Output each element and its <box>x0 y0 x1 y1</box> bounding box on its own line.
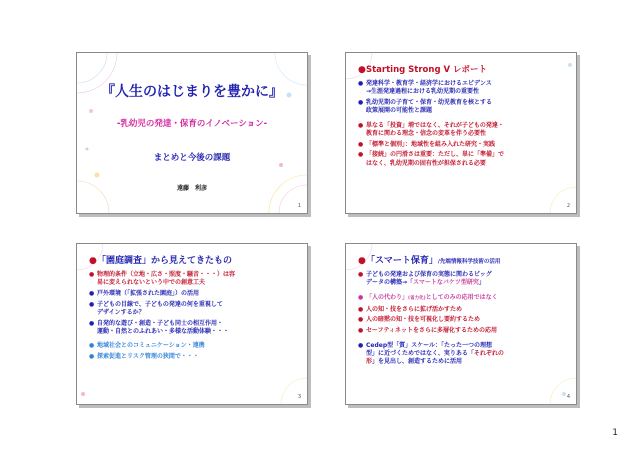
bullet-icon: ● <box>358 271 364 278</box>
list-item: ● セーフティネットをさらに多層化するための応用 <box>358 327 497 335</box>
heading-text: Starting Strong Ⅴ レポート <box>366 65 488 75</box>
heading-text: 「園庭調査」から見えてきたもの <box>97 256 233 266</box>
slide-number: 1 <box>297 203 301 209</box>
heading-text: 「スマート保育」 <box>366 256 438 266</box>
bullet-icon: ● <box>358 293 364 301</box>
list-item: ● 地域社会とのコミュニケーション・連携 <box>89 342 205 350</box>
slide-4-thumbnail <box>345 243 577 405</box>
list-item: ● 自発的な遊び・創造・子ども同士の相互作用・ 運動・自然とのふれあい・多様な活動体験・・・ <box>89 319 230 335</box>
slide-3-thumbnail <box>76 243 308 405</box>
list-item: ● 「標準と個別」：地域性を組み入れた研究・実践 <box>358 140 496 148</box>
list-item: ● 発達科学・教育学・経済学におけるエビデンス →生涯発達過程における乳幼児期の重要性 <box>358 80 492 96</box>
list-item: ● 物理的条件（立地・広さ・照度・騒音・・・）は容 易に変えられないという中での創意工夫 <box>89 271 236 287</box>
slide-number: 4 <box>566 394 570 400</box>
slide-heading <box>358 65 566 76</box>
page-number: 1 <box>612 428 618 438</box>
bullet-icon: ● <box>358 256 366 266</box>
slide-heading <box>89 256 297 267</box>
list-item: ● 人の暗黙の知・技を可視化し要約するため <box>358 316 481 324</box>
bullet-icon: ● <box>89 256 97 266</box>
list-item: ● 子どもの発達および保育の実態に関わるビッグ データの構築→「スマートなバケツ型研究」 <box>358 271 492 287</box>
slide-number: 2 <box>566 203 570 209</box>
bullet-icon: ● <box>358 121 364 129</box>
bullet-icon: ● <box>89 319 95 327</box>
bullet-icon: ● <box>358 151 364 159</box>
heading-subtext: /先端情報科学技術の活用 <box>437 259 501 265</box>
list-item: ● Cedep型「質」スケール：「たった一つの理想 型」に近づくためではなく、実りある「それぞれの 形」を見出し、創造するために活用 <box>358 341 504 366</box>
bullet-icon: ● <box>358 80 364 87</box>
bullet-icon: ● <box>89 289 95 297</box>
presentation-subtitle: -乳幼児の発達・保育のイノベーション- <box>116 119 268 129</box>
bullet-icon: ● <box>358 316 364 324</box>
bullet-icon: ● <box>358 327 364 335</box>
bullet-icon: ● <box>358 65 366 75</box>
list-item: ● 人の知・技をさらに拡げ活かすため <box>358 305 463 313</box>
list-item: ● 戸外環境（「拡張された園庭」）の活用 <box>89 289 200 297</box>
bullet-icon: ● <box>89 353 95 361</box>
bullet-icon: ● <box>89 300 95 308</box>
bullet-icon: ● <box>358 305 364 313</box>
summary-heading: まとめと今後の課題 <box>153 153 231 163</box>
bullet-icon: ● <box>89 271 95 278</box>
author-name: 遠藤 利彦 <box>176 185 207 192</box>
bullet-icon: ● <box>358 98 364 106</box>
list-item: ● 乳幼児期の子育て・保育・幼児教育を核とする 政策展開の可能性と課題 <box>358 98 493 115</box>
slide-number: 3 <box>297 394 301 400</box>
presentation-title: 『人生のはじまりを豊かに』 <box>101 84 283 100</box>
slide-heading <box>358 256 566 267</box>
bullet-icon: ● <box>358 140 364 148</box>
list-item: ● 「人の代わり」(省力化)としてのみの応用ではなく <box>358 293 498 301</box>
list-item: ● 「接続」の円滑さは重要：ただし、単に「準備」で はなく、乳幼児期の固有性が担保される必要 <box>358 151 505 167</box>
list-item: ● 子どもの目線で、子どもの発達の何を重視して デザインするか？ <box>89 300 223 316</box>
list-item: ● 探索促進とリスク管理の狭間で・・・ <box>89 353 199 361</box>
bullet-icon: ● <box>358 341 364 349</box>
bullet-icon: ● <box>89 342 95 350</box>
slide-1-thumbnail <box>76 52 308 214</box>
list-item: ● 単なる「投資」増ではなく、それが子どもの発達・ 教育に関わる理念・信念の変革を伴う必要性 <box>358 121 504 138</box>
slide-2-thumbnail <box>345 52 577 214</box>
